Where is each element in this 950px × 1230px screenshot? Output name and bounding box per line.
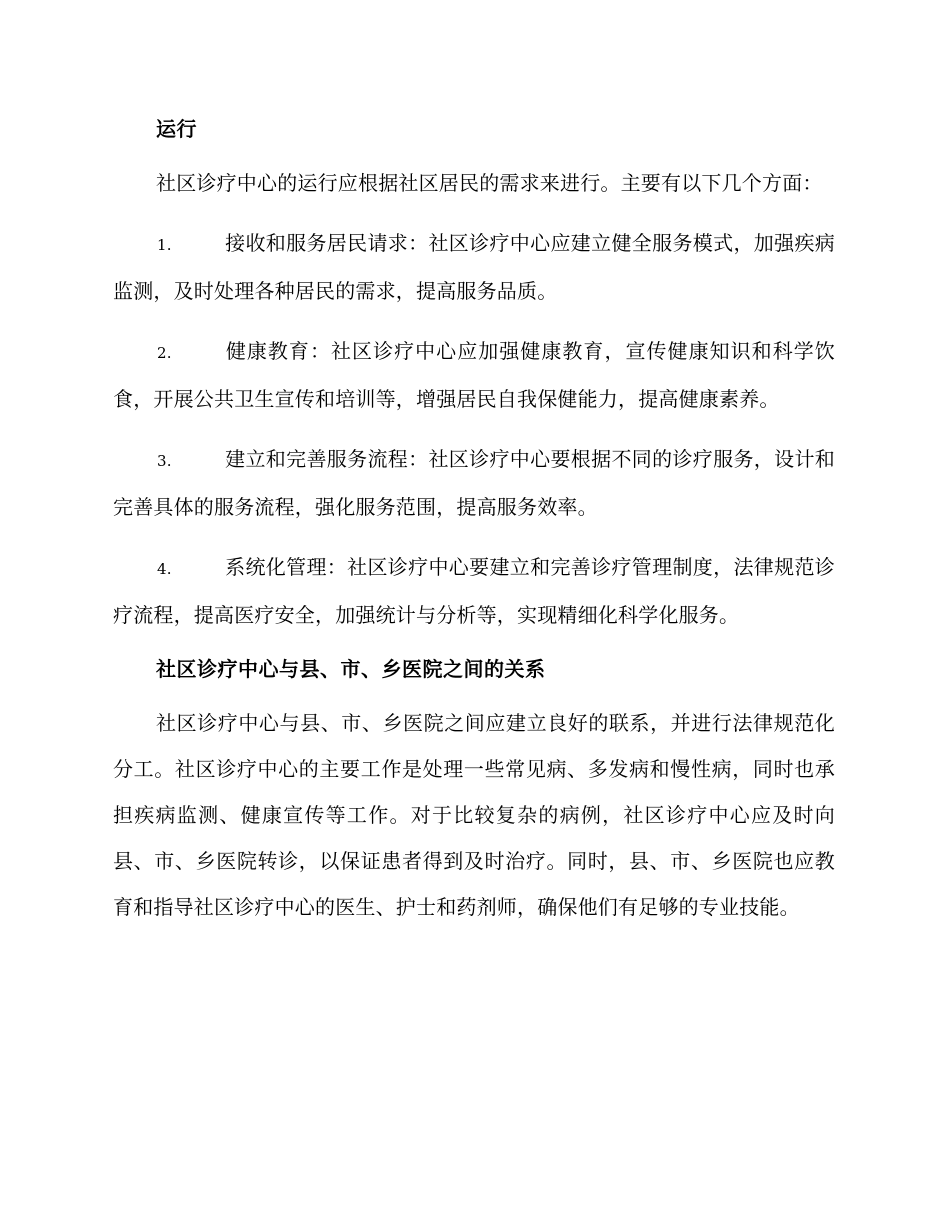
section-heading-operation: 运行 — [156, 117, 197, 141]
list-item-1 — [113, 220, 835, 314]
list-item-2 — [113, 328, 835, 422]
list-number: 2. — [157, 344, 172, 362]
document-page — [113, 112, 835, 930]
spacer — [113, 206, 835, 220]
list-item-text: 接收和服务居民请求：社区诊疗中心应建立健全服务模式，加强疾病监测，及时处理各种居民的需求，提高服务品质。 — [113, 231, 835, 303]
list-item-text: 系统化管理：社区诊疗中心要建立和完善诊疗管理制度，法律规范诊疗流程，提高医疗安全，加强统计与分析等，实现精细化科学化服务。 — [113, 555, 835, 627]
list-number: 4. — [157, 560, 172, 578]
section-heading-relationship: 社区诊疗中心与县、市、乡医院之间的关系 — [156, 657, 546, 681]
list-item-text: 建立和完善服务流程：社区诊疗中心要根据不同的诊疗服务，设计和完善具体的服务流程，强化服务范围，提高服务效率。 — [113, 447, 835, 519]
list-item-text: 健康教育：社区诊疗中心应加强健康教育，宣传健康知识和科学饮食，开展公共卫生宣传和培训等，增强居民自我保健能力，提高健康素养。 — [113, 339, 835, 411]
intro-paragraph: 社区诊疗中心的运行应根据社区居民的需求来进行。主要有以下几个方面： — [156, 171, 823, 195]
spacer — [113, 314, 835, 328]
list-number: 3. — [157, 452, 172, 470]
spacer — [113, 686, 835, 700]
spacer — [113, 146, 835, 160]
spacer — [113, 638, 835, 652]
list-item-3 — [113, 436, 835, 530]
relationship-paragraph: 社区诊疗中心与县、市、乡医院之间应建立良好的联系，并进行法律规范化分工。社区诊疗中心的主要工作是处理一些常见病、多发病和慢性病，同时也承担疾病监测、健康宣传等工作。对于比较复杂的病例，社区诊疗中心应及时向县、市、乡医院转诊，以保证患者得到及时治疗。同时，县、市、乡医院也应教育和指导社区诊疗中心的医生、护士和药剂师，确保他们有足够的专业技能。 — [113, 711, 835, 919]
list-item-4 — [113, 544, 835, 638]
spacer — [113, 422, 835, 436]
list-number: 1. — [157, 236, 172, 254]
spacer — [113, 530, 835, 544]
